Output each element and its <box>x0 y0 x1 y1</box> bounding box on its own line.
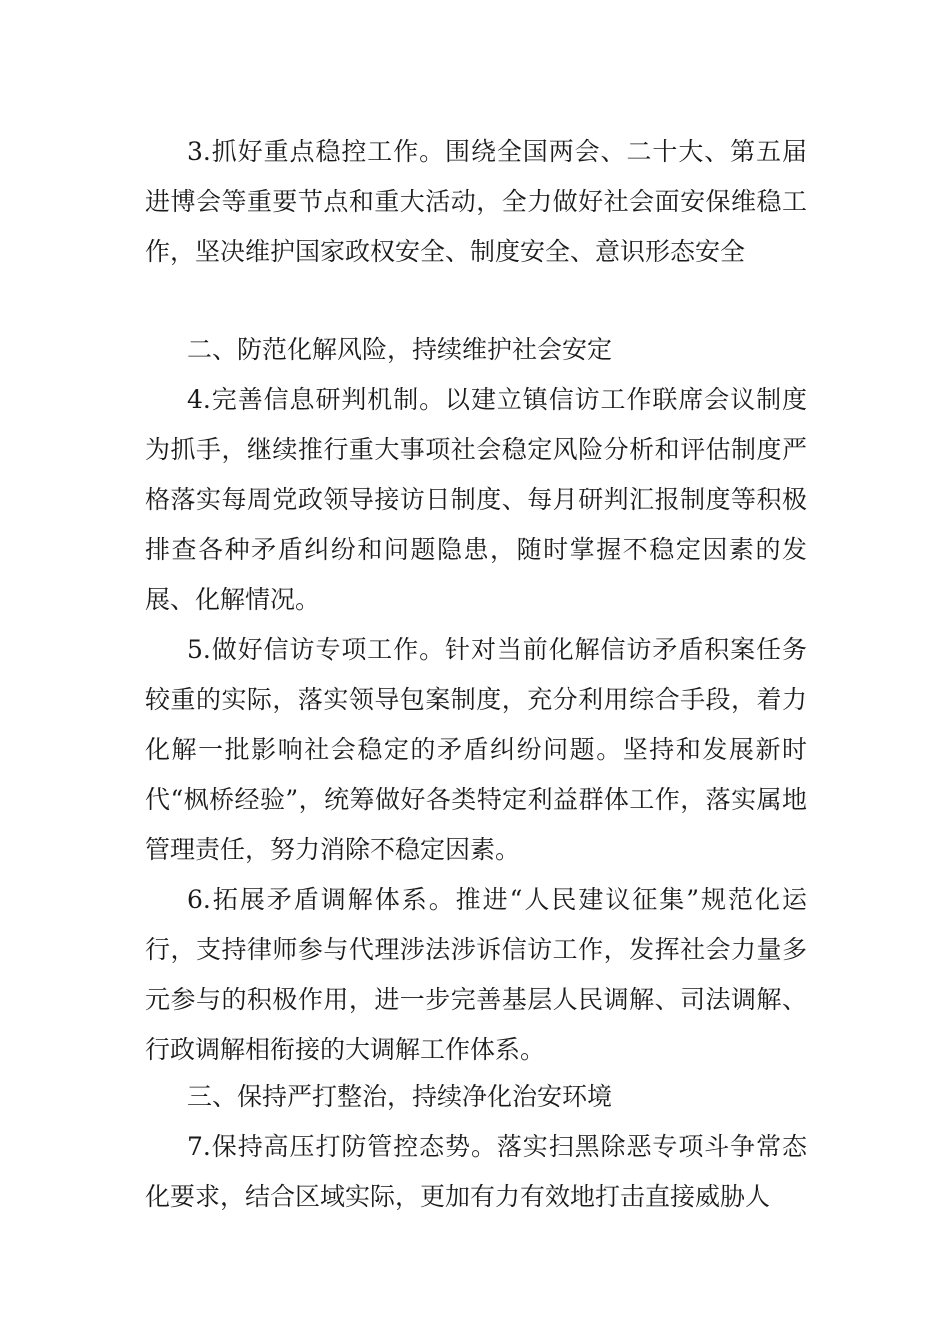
paragraph-7: 7.保持高压打防管控态势。落实扫黑除恶专项斗争常态化要求，结合区域实际，更加有力有效地打击直接威胁人 <box>145 1132 807 1211</box>
paragraph-5: 5.做好信访专项工作。针对当前化解信访矛盾积案任务较重的实际，落实领导包案制度，充分利用综合手段，着力化解一批影响社会稳定的矛盾纠纷问题。坚持和发展新时代“枫桥经验”，统筹做好各类特定利益群体工作，落实属地管理责任，努力消除不稳定因素。 <box>145 635 807 864</box>
paragraph-6: 6.拓展矛盾调解体系。推进“人民建议征集”规范化运行，支持律师参与代理涉法涉诉信访工作，发挥社会力量多元参与的积极作用，进一步完善基层人民调解、司法调解、行政调解相衔接的大调解工作体系。 <box>145 885 807 1064</box>
paragraph-3: 3.抓好重点稳控工作。围绕全国两会、二十大、第五届进博会等重要节点和重大活动，全力做好社会面安保维稳工作，坚决维护国家政权安全、制度安全、意识形态安全 <box>145 137 807 266</box>
section-heading-2: 二、防范化解风险，持续维护社会安定 <box>187 335 613 364</box>
paragraph-4: 4.完善信息研判机制。以建立镇信访工作联席会议制度为抓手，继续推行重大事项社会稳定风险分析和评估制度严格落实每周党政领导接访日制度、每月研判汇报制度等积极排查各种矛盾纠纷和问题隐患，随时掌握不稳定因素的发展、化解情况。 <box>145 385 807 614</box>
section-heading-3: 三、保持严打整治，持续净化治安环境 <box>187 1082 613 1111</box>
